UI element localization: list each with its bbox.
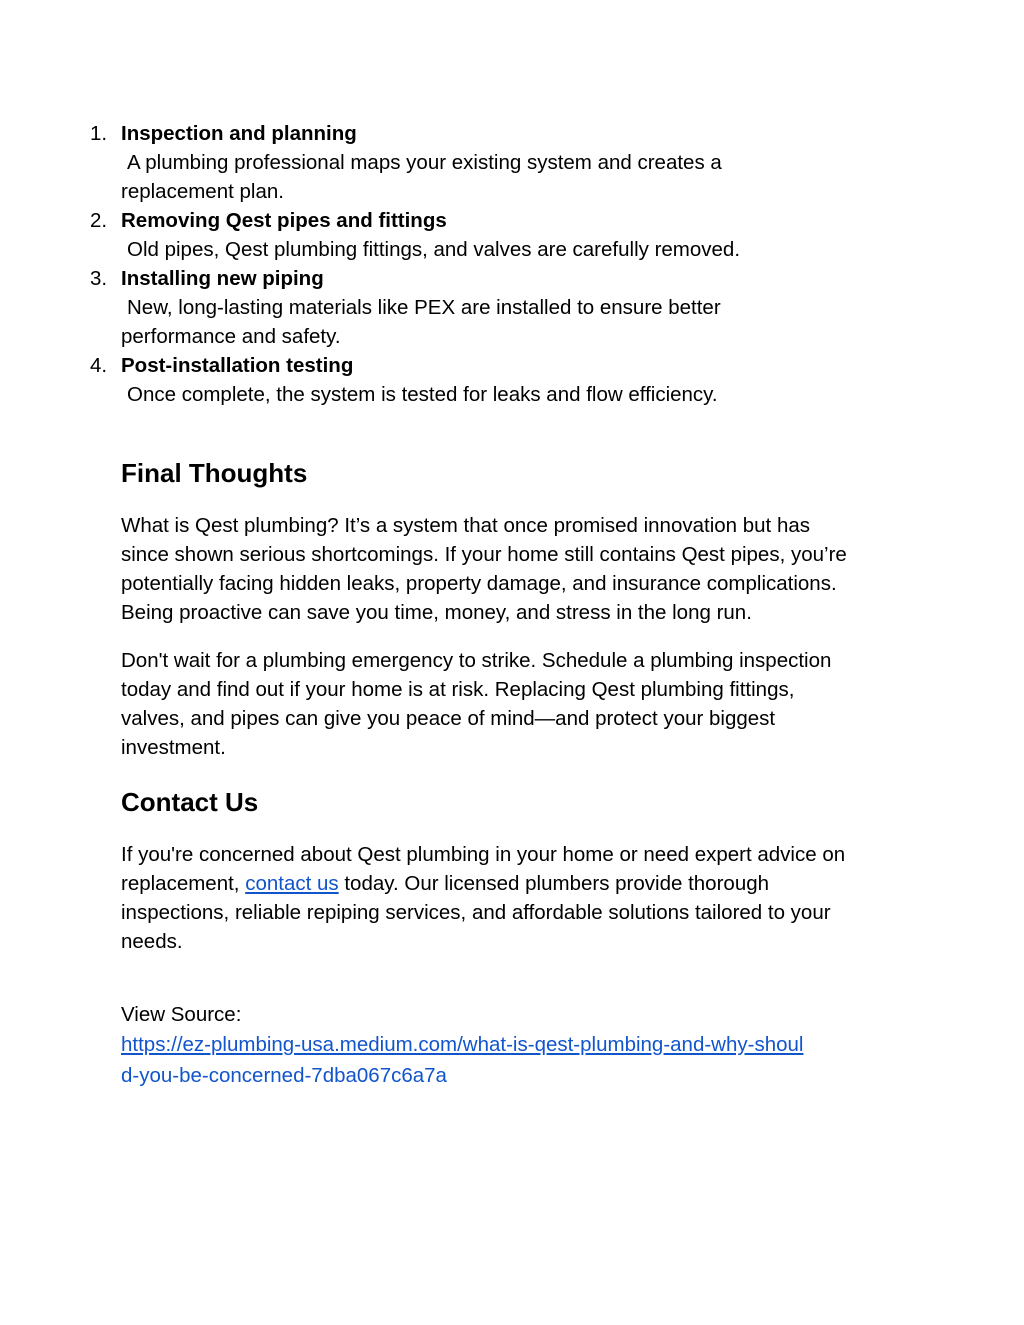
step-description: New, long-lasting materials like PEX are installed to ensure better [127,296,721,319]
paragraph-line: since shown serious shortcomings. If your home still contains Qest pipes, you’re [121,543,847,566]
paragraph-line: inspections, reliable repiping services, and affordable solutions tailored to your [121,901,831,924]
step-title: Inspection and planning [121,122,357,145]
paragraph-line: Don't wait for a plumbing emergency to strike. Schedule a plumbing inspection [121,649,832,672]
paragraph-line: Being proactive can save you time, money, and stress in the long run. [121,601,752,624]
step-description: A plumbing professional maps your existing system and creates a [127,151,722,174]
view-source-label: View Source: [121,1003,242,1026]
step-title: Removing Qest pipes and fittings [121,209,447,232]
list-number: 3. [90,267,108,290]
url-line[interactable]: https://ez-plumbing-usa.medium.com/what-is-qest-plumbing-and-why-shoul [121,1033,804,1056]
list-item [61,206,861,264]
paragraph-line: needs. [121,930,183,953]
paragraph-line: What is Qest plumbing? It’s a system that once promised innovation but has [121,514,811,537]
final-paragraph-1 [121,511,921,627]
paragraph-line: If you're concerned about Qest plumbing in your home or need expert advice on [121,843,846,866]
paragraph-line: investment. [121,736,226,759]
contact-paragraph [121,840,921,956]
text: replacement, [121,872,246,895]
step-description: Once complete, the system is tested for leaks and flow efficiency. [127,383,718,406]
list-number: 2. [90,209,108,232]
paragraph-line: valves, and pipes can give you peace of mind—and protect your biggest [121,707,776,730]
contact-us-heading: Contact Us [121,787,259,817]
paragraph-line: potentially facing hidden leaks, property damage, and insurance complications. [121,572,837,595]
source-url-link[interactable] [121,1029,1001,1087]
final-paragraph-2 [121,646,921,762]
step-description: Old pipes, Qest plumbing fittings, and valves are carefully removed. [127,238,741,261]
steps-list [90,119,921,409]
step-title: Post-installation testing [121,354,354,377]
step-title: Installing new piping [121,267,324,290]
text: today. Our licensed plumbers provide thorough [338,872,770,895]
step-description: performance and safety. [121,325,341,348]
list-item [61,351,861,409]
list-item [61,119,861,206]
list-number: 1. [90,122,108,145]
final-thoughts-heading: Final Thoughts [121,458,308,488]
list-number: 4. [90,354,108,377]
paragraph-line: today and find out if your home is at risk. Replacing Qest plumbing fittings, [121,678,795,701]
source-block [121,1000,1001,1091]
paragraph-line [121,869,921,898]
list-item [61,264,861,351]
url-line[interactable]: d-you-be-concerned-7dba067c6a7a [121,1064,447,1087]
contact-us-link[interactable]: contact us [245,872,339,895]
step-description: replacement plan. [121,180,284,203]
